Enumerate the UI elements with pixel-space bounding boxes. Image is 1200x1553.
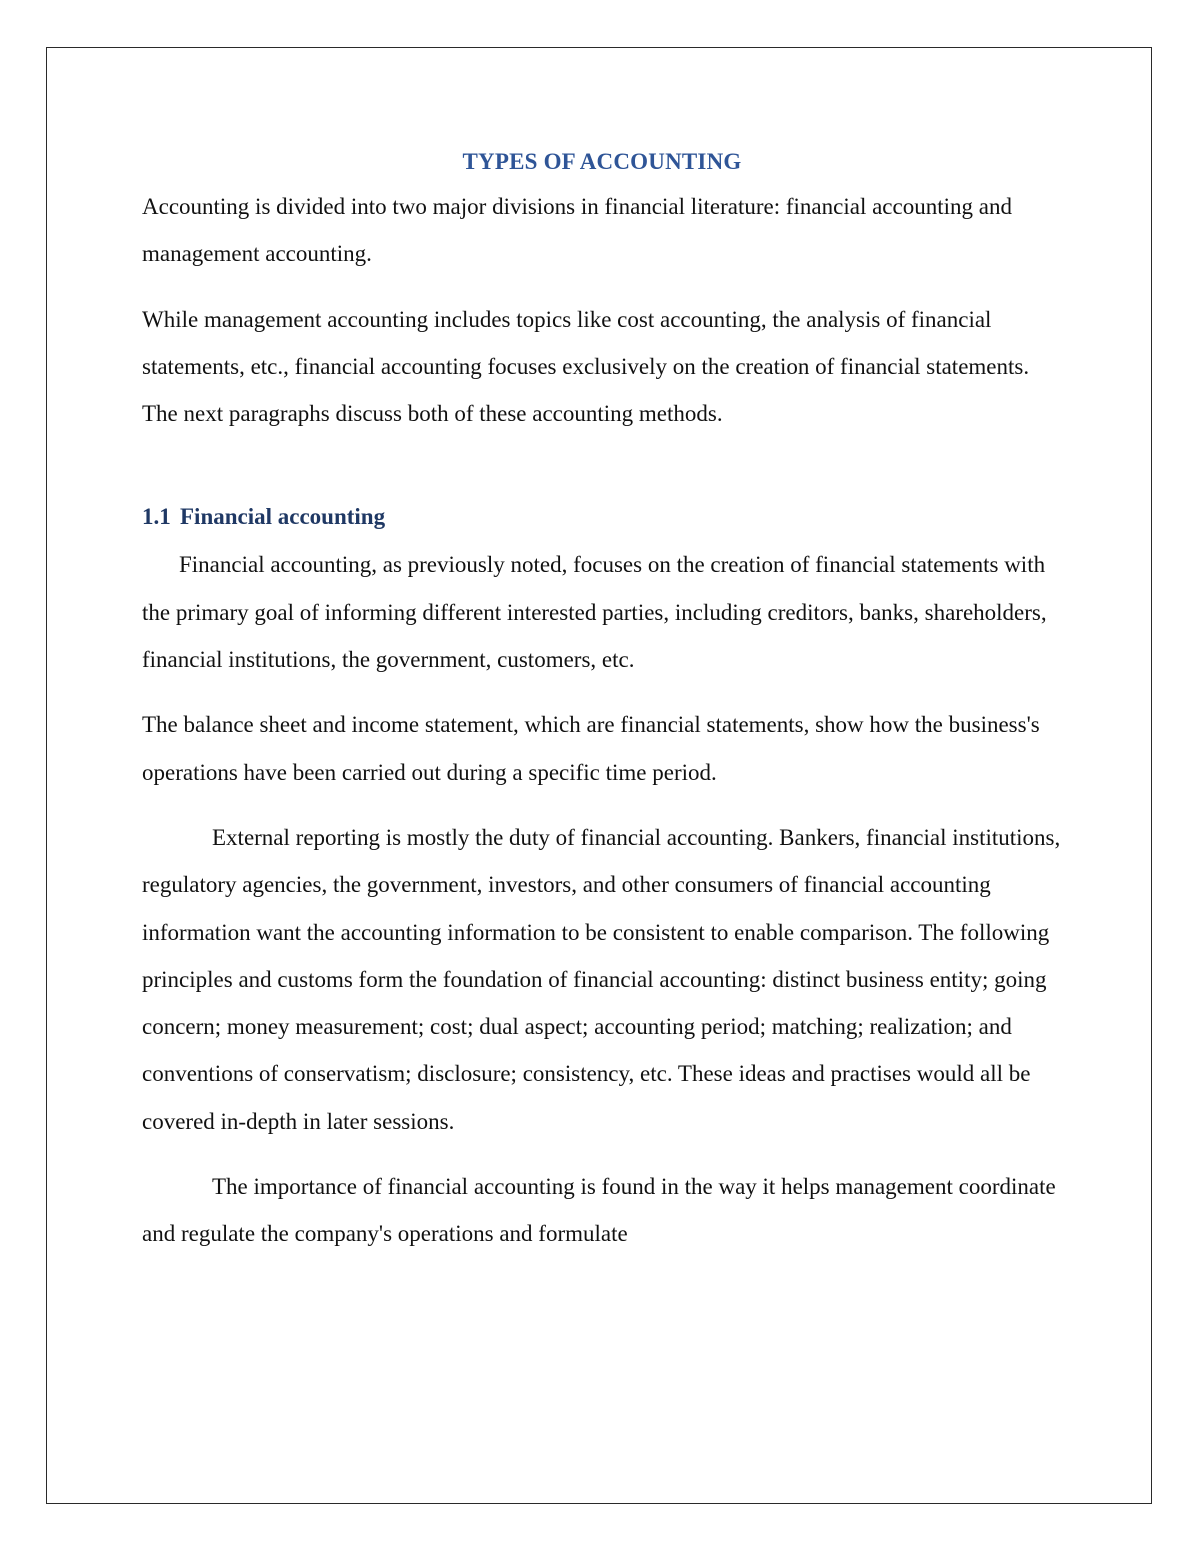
document-title: TYPES OF ACCOUNTING	[462, 149, 742, 174]
spacer	[142, 796, 1062, 814]
spacer	[142, 437, 1062, 497]
section-paragraph-1: Financial accounting, as previously noted, focuses on the creation of financial statements with the primary goal of informing different interested parties, including creditors, banks, shareholders, financial institutions, the government, customers, etc.	[142, 552, 1047, 673]
spacer	[142, 1145, 1062, 1163]
section-paragraph-3: External reporting is mostly the duty of financial accounting. Bankers, financial institutions, regulatory agencies, the government, investors, and other consumers of financial accounting information want the accounting information to be consistent to enable comparison. The following principles and customs form the foundation of financial accounting: distinct business entity; going concern; money measurement; cost; dual aspect; accounting period; matching; realization; and conventions of conservatism; disclosure; consistency, etc. These ideas and practises would all be covered in-depth in later sessions.	[142, 824, 1061, 1134]
spacer	[142, 278, 1062, 296]
intro-paragraph-2: While management accounting includes topics like cost accounting, the analysis of financial statements, etc., financial accounting focuses exclusively on the creation of financial statements. The next paragraphs discuss both of these accounting methods.	[142, 306, 1030, 427]
section-title: Financial accounting	[180, 504, 386, 530]
section-heading	[142, 497, 1062, 537]
section-number: 1.1	[142, 504, 171, 530]
spacer	[142, 683, 1062, 701]
intro-paragraph-1: Accounting is divided into two major divisions in financial literature: financial accounting and management accounting.	[142, 194, 1012, 267]
section-paragraph-4: The importance of financial accounting is found in the way it helps management coordinate and regulate the company's operations and formulate	[142, 1174, 1056, 1247]
section-paragraph-2: The balance sheet and income statement, which are financial statements, show how the business's operations have been carried out during a specific time period.	[142, 712, 1040, 785]
document-body	[142, 145, 1062, 1258]
